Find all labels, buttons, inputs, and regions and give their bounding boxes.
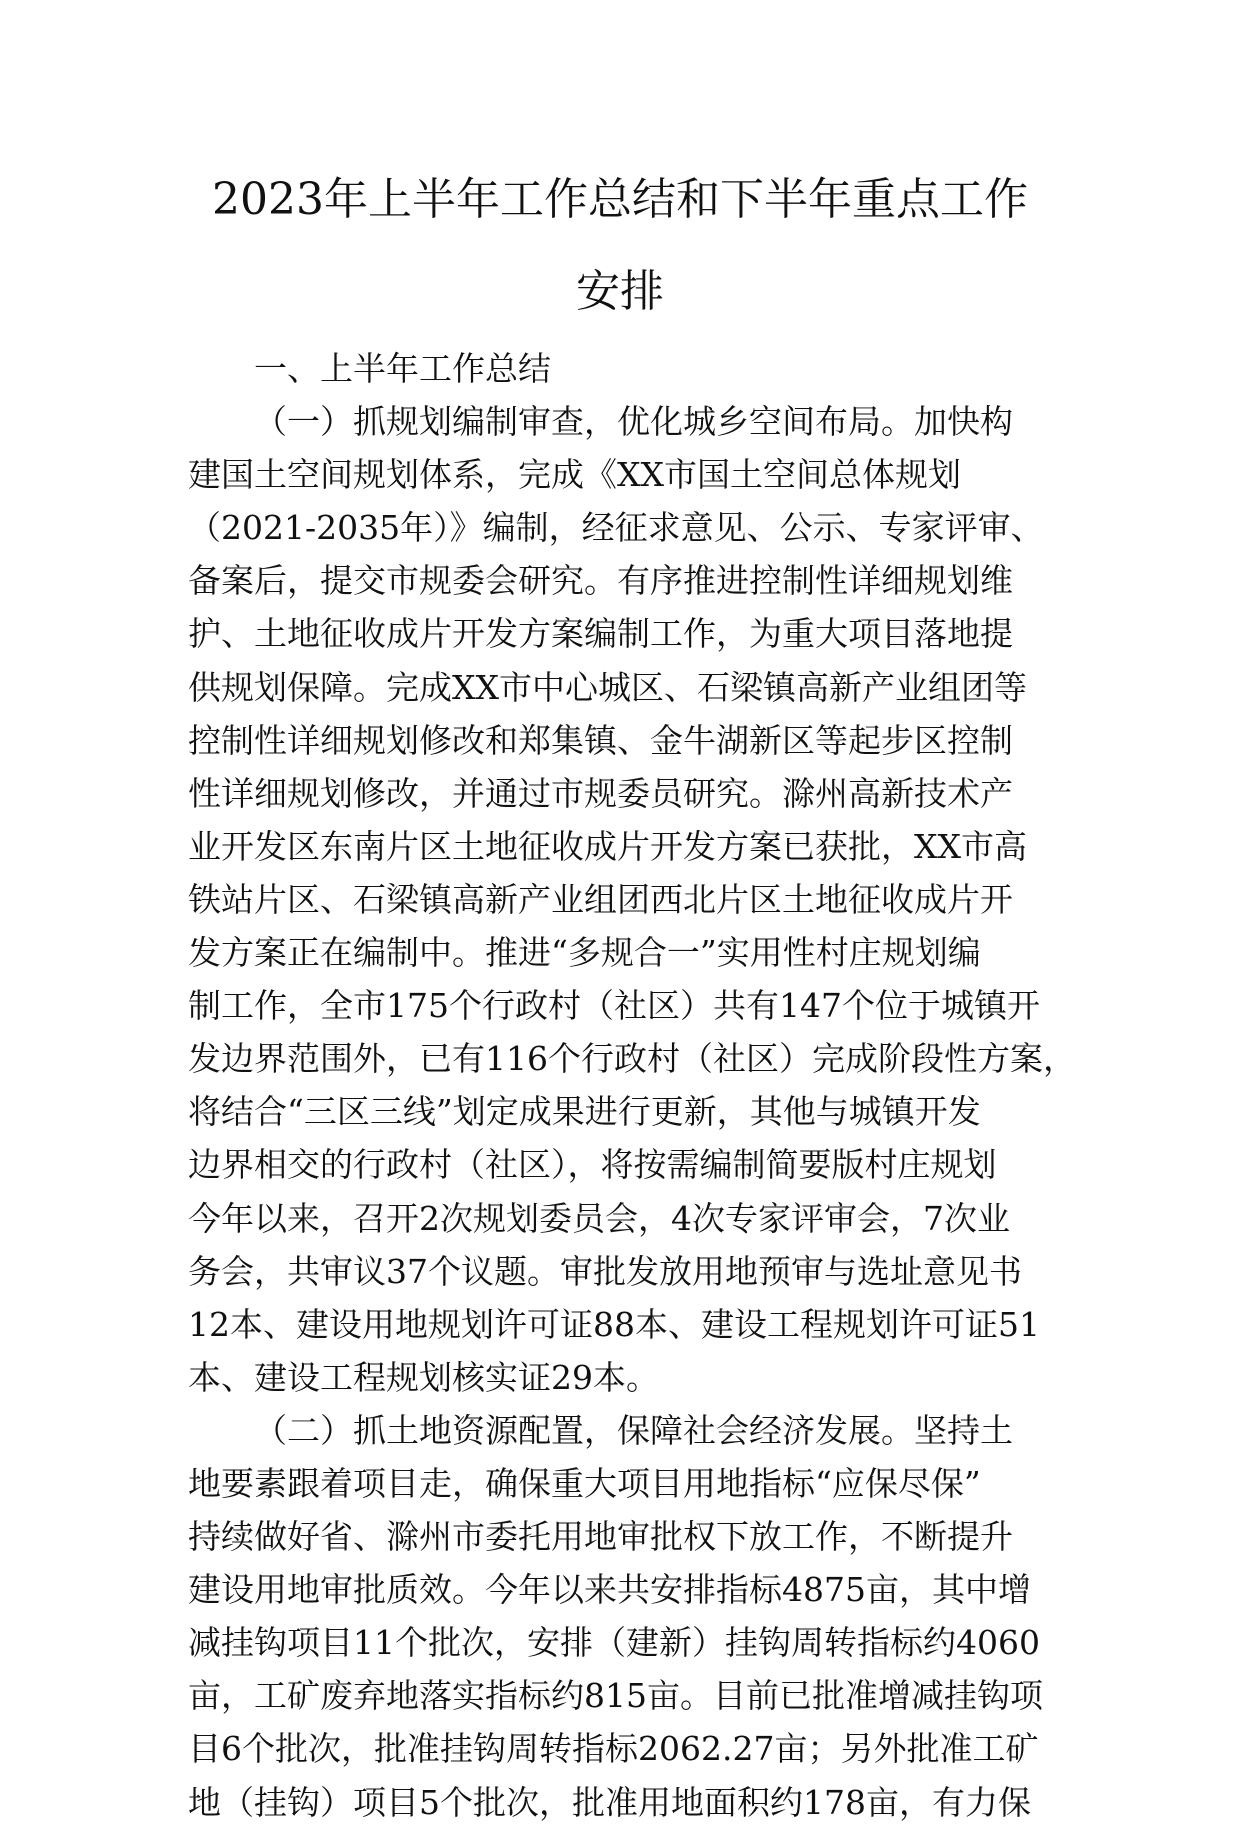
body-line: 将结合“三区三线”划定成果进行更新，其他与城镇开发 <box>188 1092 981 1132</box>
body-line: 发边界范围外，已有116个行政村（社区）完成阶段性方案， <box>188 1039 1076 1079</box>
body-line: 建国土空间规划体系，完成《XX市国土空间总体规划 <box>188 455 961 495</box>
body-line: 地要素跟着项目走，确保重大项目用地指标“应保尽保” <box>188 1463 981 1503</box>
body-line: 护、土地征收成片开发方案编制工作，为重大项目落地提 <box>188 614 1013 654</box>
body-line: 务会，共审议37个议题。审批发放用地预审与选址意见书 <box>188 1251 1022 1291</box>
body-line: 一、上半年工作总结 <box>254 349 551 388</box>
body-line: 12本、建设用地规划许可证88本、建设工程规划许可证51 <box>188 1304 1040 1344</box>
body-line: 边界相交的行政村（社区），将按需编制简要版村庄规划 <box>188 1145 997 1185</box>
body-line: 亩，工矿废弃地落实指标约815亩。目前已批准增减挂钩项 <box>188 1676 1043 1716</box>
body-line: 建设用地审批质效。今年以来共安排指标4875亩，其中增 <box>188 1570 1031 1610</box>
body-line: 目6个批次，批准挂钩周转指标2062.27亩；另外批准工矿 <box>188 1729 1039 1769</box>
body-line: 供规划保障。完成XX市中心城区、石梁镇高新产业组团等 <box>188 667 1027 707</box>
body-line: 地（挂钩）项目5个批次，批准用地面积约178亩，有力保 <box>188 1782 1031 1822</box>
body-line: 控制性详细规划修改和郑集镇、金牛湖新区等起步区控制 <box>188 720 1013 760</box>
body-line: 本、建设工程规划核实证29本。 <box>188 1357 659 1397</box>
body-line: 减挂钩项目11个批次，安排（建新）挂钩周转指标约4060 <box>188 1623 1040 1663</box>
document-body <box>188 342 1076 1829</box>
body-line: （一）抓规划编制审查，优化城乡空间布局。加快构 <box>254 402 1013 442</box>
body-line: （二）抓土地资源配置，保障社会经济发展。坚持土 <box>254 1410 1013 1450</box>
body-line: 发方案正在编制中。推进“多规合一”实用性村庄规划编 <box>188 933 981 973</box>
body-line: 今年以来，召开2次规划委员会，4次专家评审会，7次业 <box>188 1198 1010 1238</box>
body-line: 性详细规划修改，并通过市规委员研究。滁州高新技术产 <box>188 773 1013 813</box>
body-line: 持续做好省、滁州市委托用地审批权下放工作，不断提升 <box>188 1517 1013 1557</box>
body-line: （2021-2035年）》编制，经征求意见、公示、专家评审、 <box>188 508 1044 548</box>
body-line: 制工作，全市175个行政村（社区）共有147个位于城镇开 <box>188 986 1040 1026</box>
body-line: 铁站片区、石梁镇高新产业组团西北片区土地征收成片开 <box>188 879 1013 919</box>
document-title-line-1: 2023年上半年工作总结和下半年重点工作 <box>212 174 1028 225</box>
body-line: 备案后，提交市规委会研究。有序推进控制性详细规划维 <box>188 561 1013 601</box>
body-line: 业开发区东南片区土地征收成片开发方案已获批，XX市高 <box>188 826 1027 866</box>
document-title-line-2: 安排 <box>576 266 664 317</box>
